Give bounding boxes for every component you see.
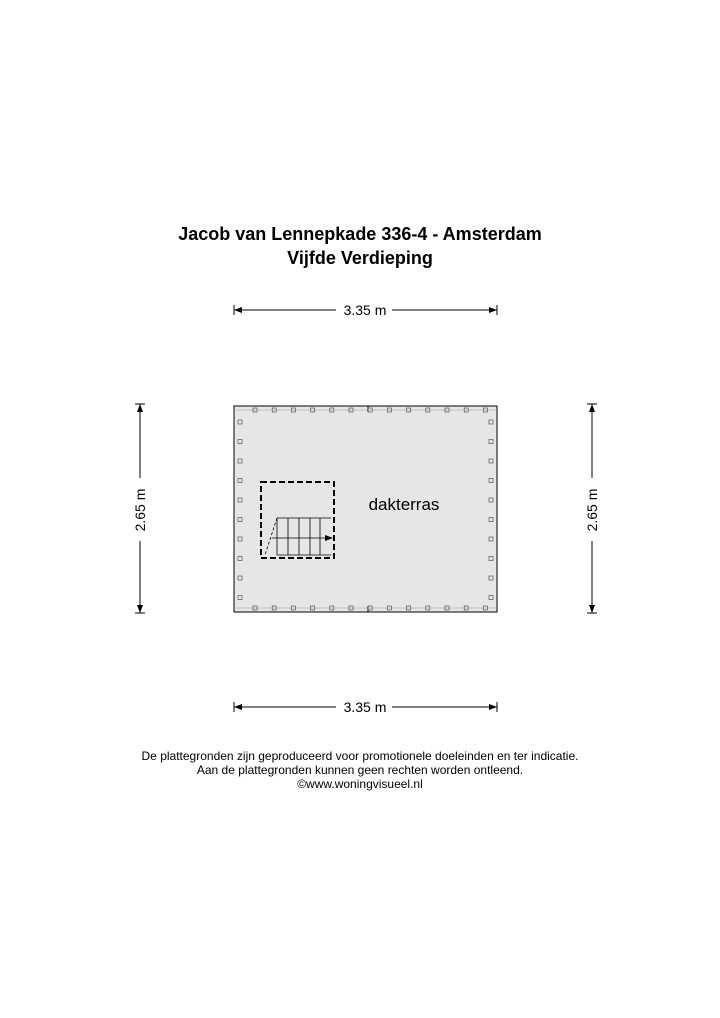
left-height-label: 2.65 m [132,488,148,532]
disclaimer [0,749,720,791]
room-label-terrace: dakterras [368,495,440,514]
top-width-label: 3.35 m [343,302,387,318]
right-height-label: 2.65 m [584,488,600,532]
plan-floor-level: Vijfde Verdieping [287,248,433,268]
disclaimer-line-1: De plattegronden zijn geproduceerd voor promotionele doeleinden en ter indicatie. [141,749,579,763]
bottom-width-label: 3.35 m [343,699,387,715]
bottom-dimension [234,699,497,715]
plan-title: Jacob van Lennepkade 336-4 - Amsterdam [178,224,542,244]
left-dimension [132,404,148,613]
top-dimension [234,302,497,318]
disclaimer-line-2: Aan de plattegronden kunnen geen rechten worden ontleend. [196,763,524,777]
copyright-line: ©www.woningvisueel.nl [297,777,423,791]
terrace-floor [234,406,497,612]
right-dimension [584,404,600,613]
